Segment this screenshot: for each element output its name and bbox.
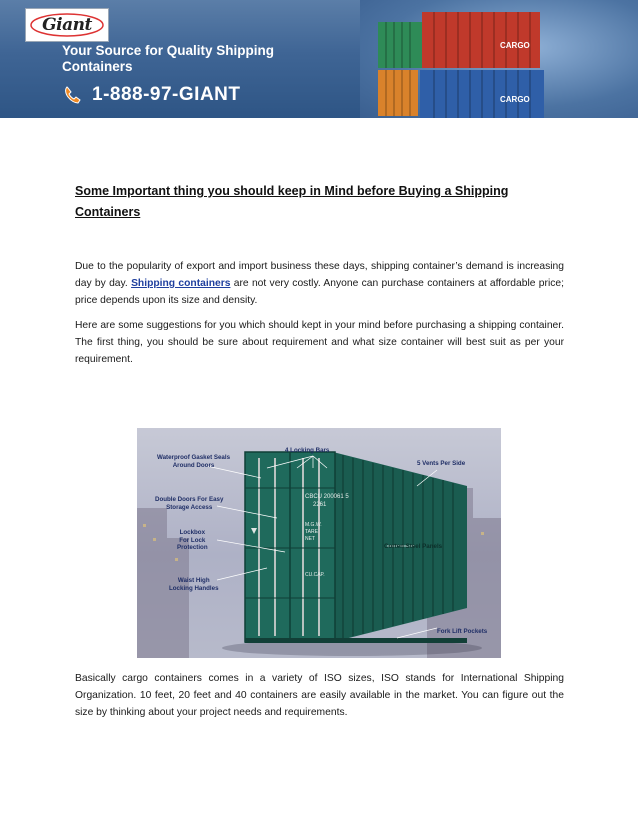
phone-row [62,82,241,108]
callout-locking-handles [169,577,219,592]
callout-steel-panels: Corten Steel Panels [384,543,443,550]
tagline-line-1: Your Source for Quality Shipping [62,43,275,58]
callout-doors-line-2: Storage Access [166,503,213,511]
article-title [75,181,545,223]
paragraph-intro-text-a: Due to the popularity of export and import business these days, shipping container’s demand is increasing day by day. [75,261,564,289]
callout-doors-line-1: Double Doors For Easy [155,496,224,503]
article-title-line-1: Some Important thing you should keep in Mind before Buying a Shipping [75,184,509,198]
callout-gasket-line-1: Waterproof Gasket Seals [157,454,231,461]
phone-icon [62,84,84,106]
door-marking-size: 2261 [313,502,327,508]
door-marking-tare: TARE [305,529,318,535]
paragraph-suggestions: Here are some suggestions for you which should kept in your mind before purchasing a shipping container. The first thing, you should be sure about requirement and what size container will best suit as per your requirement. [75,320,564,365]
paragraph-iso-sizes: Basically cargo containers comes in a variety of ISO sizes, ISO stands for International Shipping Organization. 10 feet, 20 feet and 40 containers are easily available in the market. You can figure out the size by thinking about your project needs and requirements. [75,673,564,718]
callout-fork-lift-pockets: Fork Lift Pockets [437,628,488,635]
callout-handles-line-2: Locking Handles [169,584,219,592]
article-title-line-2: Containers [75,205,141,219]
door-marking-net: NET [305,536,315,542]
shipping-containers-link[interactable]: Shipping containers [131,278,231,289]
giant-logo[interactable] [25,8,109,42]
callout-lockbox-line-3: Protection [177,544,208,551]
container-label-blue: CARGO [500,95,530,104]
door-marking-cap: CU.CAP. [305,572,325,578]
callout-vents: 5 Vents Per Side [417,460,466,467]
stacked-containers-image [378,8,578,118]
phone-number[interactable]: 1-888-97-GIANT [92,84,241,105]
callout-handles-line-1: Waist High [177,577,210,584]
callout-lockbox-line-2: For Lock [179,536,206,544]
door-marking-mgw: M.G.W. [305,522,322,528]
container-diagram-image [137,428,501,658]
callout-double-doors [155,496,223,511]
callout-lockbox-line-1: Lockbox [179,529,206,536]
container-label-red: CARGO [500,41,530,50]
paragraph-intro-text-b: are not very costly. Anyone can purchase containers at affordable price; price depends upon its size and density. [75,278,564,306]
paragraph-intro [75,258,564,309]
logo-text: Giant [42,15,92,35]
callout-lockbox [177,529,208,552]
door-marking-code: CBCU 200061 5 [305,494,349,500]
tagline-line-2: Containers [62,59,133,74]
callout-locking-bars: 4 Locking Bars [285,447,330,454]
tagline [62,43,302,75]
callout-gasket-seals [157,454,230,469]
header-banner [0,0,638,118]
callout-gasket-line-2: Around Doors [172,461,215,469]
